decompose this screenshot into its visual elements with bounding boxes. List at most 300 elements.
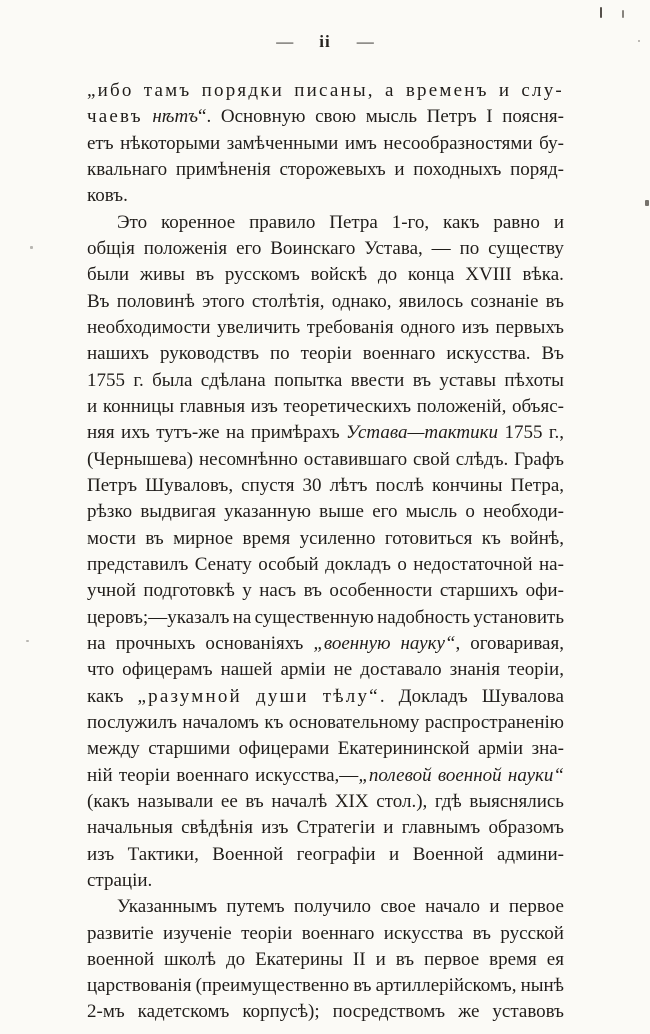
word — [242, 580, 252, 602]
letterspaced-fragment: порядки — [201, 80, 285, 101]
word — [307, 317, 394, 339]
word — [181, 817, 253, 839]
word — [302, 923, 375, 945]
text-fragment: въ — [145, 527, 164, 549]
text-fragment: I — [486, 106, 493, 128]
text-line — [87, 765, 564, 791]
text-fragment: въ — [195, 264, 215, 286]
word — [482, 686, 564, 708]
word — [400, 633, 460, 655]
text-fragment: Сенату — [194, 553, 252, 575]
word — [117, 212, 147, 234]
italic-fragment: науки“ — [507, 764, 564, 786]
word — [413, 159, 501, 181]
text-fragment: явилось — [398, 290, 464, 312]
word — [121, 422, 150, 444]
text-line — [87, 422, 564, 448]
word — [270, 343, 290, 365]
word — [297, 817, 375, 839]
text-fragment: корпусѣ); — [242, 1001, 320, 1023]
word — [255, 607, 374, 629]
word — [140, 264, 185, 286]
text-fragment: няя — [87, 422, 115, 444]
word — [87, 686, 123, 708]
text-fragment: Графъ — [514, 448, 564, 470]
word — [512, 396, 564, 418]
word — [554, 212, 564, 234]
word — [87, 475, 137, 497]
text-fragment: готовиться — [384, 527, 473, 549]
word — [245, 791, 263, 813]
text-fragment: арміи — [477, 738, 524, 760]
word — [510, 159, 564, 181]
text-fragment: въ — [303, 580, 322, 602]
word — [87, 133, 114, 155]
word — [360, 659, 441, 681]
word — [152, 106, 211, 128]
word — [196, 975, 350, 997]
word — [138, 1001, 230, 1023]
text-fragment: къ — [481, 527, 501, 549]
word — [122, 659, 212, 681]
word — [87, 659, 114, 681]
running-head — [0, 32, 650, 52]
text-line — [87, 501, 564, 527]
text-fragment: одного — [400, 316, 456, 338]
text-fragment: страціи. — [87, 869, 153, 891]
text-fragment: первое — [508, 896, 564, 918]
word — [176, 765, 249, 787]
word — [239, 738, 330, 760]
text-fragment: въ — [472, 922, 491, 944]
word — [87, 975, 192, 997]
word — [103, 396, 174, 418]
text-fragment: искусства — [383, 922, 464, 944]
text-fragment: Петръ — [87, 474, 138, 496]
word — [510, 528, 564, 550]
word — [264, 712, 283, 734]
text-line — [87, 870, 564, 896]
text-fragment: уставы — [439, 369, 497, 391]
text-fragment: изученіе — [163, 922, 232, 944]
word — [313, 633, 390, 655]
word — [521, 975, 564, 997]
word — [284, 396, 412, 418]
text-line — [87, 106, 564, 132]
text-fragment: началѣ — [271, 790, 328, 812]
word — [87, 422, 115, 444]
text-fragment: спустя — [241, 474, 295, 496]
word — [450, 659, 500, 681]
word — [241, 475, 294, 497]
word — [443, 212, 479, 234]
text-fragment: Екатерининской — [337, 738, 470, 760]
text-fragment: (преимущественно — [195, 975, 350, 997]
text-fragment: поясня- — [502, 106, 564, 128]
word — [140, 501, 216, 523]
text-fragment: главныя — [179, 395, 246, 417]
text-fragment: у — [242, 580, 252, 602]
word — [87, 580, 136, 602]
word — [144, 80, 192, 102]
scan-speck — [26, 640, 29, 642]
text-fragment: въ — [353, 975, 372, 997]
word — [376, 949, 386, 971]
word — [384, 923, 463, 945]
text-fragment: и — [375, 948, 386, 970]
text-fragment: царствованія — [87, 975, 192, 997]
text-fragment: нашей — [220, 659, 273, 681]
text-fragment: теоріи, — [508, 659, 564, 681]
word — [397, 554, 407, 576]
word — [523, 264, 564, 286]
letterspaced-fragment: чаевъ — [87, 106, 143, 128]
word — [541, 343, 564, 365]
word — [87, 185, 128, 207]
text-fragment: же — [458, 1001, 480, 1023]
word — [241, 923, 292, 945]
text-fragment: лѣтъ — [329, 474, 368, 496]
word — [504, 422, 542, 444]
text-fragment: время — [242, 527, 291, 549]
word — [383, 133, 532, 155]
text-fragment: конца — [407, 264, 455, 286]
word — [521, 80, 564, 102]
word — [294, 896, 371, 918]
text-fragment: Воинскаго — [270, 237, 356, 259]
text-fragment: нынѣ — [520, 975, 564, 997]
text-fragment: кончины — [431, 474, 503, 496]
word — [145, 475, 233, 497]
word — [504, 370, 564, 392]
word — [438, 765, 502, 787]
text-fragment: Указаннымъ — [117, 896, 218, 918]
text-fragment: XVIII — [465, 264, 512, 286]
text-fragment: на — [225, 422, 245, 444]
text-fragment: 1755 — [87, 369, 125, 391]
letterspaced-fragment: писаны, — [294, 80, 375, 101]
text-fragment: русской — [500, 922, 564, 944]
text-fragment: указанную — [224, 501, 311, 523]
text-fragment: . — [379, 685, 385, 707]
word — [509, 896, 564, 918]
word — [508, 659, 564, 681]
text-fragment: Шувалова — [481, 685, 564, 707]
word — [456, 449, 508, 471]
italic-fragment: „полевой — [358, 764, 432, 786]
word — [160, 343, 259, 365]
word — [242, 1001, 319, 1023]
text-line — [87, 317, 564, 343]
word — [87, 765, 113, 787]
text-fragment: особый — [258, 553, 319, 575]
text-fragment: необходимости — [87, 316, 211, 338]
text-fragment: нашихъ — [87, 343, 150, 365]
word — [473, 923, 491, 945]
text-fragment: и — [87, 395, 98, 417]
text-fragment: называли — [137, 790, 214, 812]
text-fragment: доставало — [360, 659, 442, 681]
text-fragment: этого — [202, 290, 245, 312]
word — [376, 975, 517, 997]
word — [202, 291, 245, 313]
word — [117, 291, 195, 313]
word — [176, 159, 271, 181]
text-fragment: общія — [87, 237, 135, 259]
text-fragment: знанія — [449, 659, 500, 681]
word — [394, 159, 404, 181]
word — [202, 80, 284, 102]
text-fragment: на- — [539, 553, 564, 575]
text-fragment: нѣкоторыми — [120, 132, 221, 154]
text-fragment: вѣка. — [522, 264, 564, 286]
word — [87, 844, 114, 866]
text-line — [87, 949, 564, 975]
text-fragment: правило — [249, 211, 316, 233]
text-fragment: до — [377, 264, 398, 286]
word — [470, 291, 538, 313]
word — [251, 422, 340, 444]
word — [87, 264, 129, 286]
text-fragment: до — [225, 948, 246, 970]
word — [300, 528, 376, 550]
scan-speck — [645, 200, 649, 206]
letterspaced-fragment: „ибо — [87, 80, 134, 101]
text-fragment: 30 — [302, 474, 322, 496]
text-fragment: свою — [315, 106, 357, 128]
word — [212, 844, 283, 866]
text-fragment: объяс- — [511, 395, 564, 417]
text-fragment: Петра, — [510, 474, 564, 496]
word — [87, 738, 140, 760]
word — [335, 791, 369, 813]
text-fragment: “. — [198, 106, 212, 128]
text-fragment: руководствъ — [159, 343, 260, 365]
word — [353, 949, 366, 971]
text-fragment: послѣ — [375, 474, 424, 496]
word — [201, 370, 266, 392]
text-fragment: изъ — [250, 395, 278, 417]
word — [460, 238, 480, 260]
text-fragment: представилъ — [87, 553, 189, 575]
text-fragment: главнымъ — [401, 817, 481, 839]
word — [259, 580, 296, 602]
text-fragment: кадетскомъ — [137, 1001, 230, 1023]
letterspaced-fragment: временъ — [405, 80, 489, 101]
text-fragment: Устава, — [364, 237, 423, 259]
text-fragment: и — [489, 896, 500, 918]
word — [413, 370, 431, 392]
word — [489, 896, 499, 918]
text-fragment: оговаривая, — [470, 632, 564, 654]
text-fragment: оставившаго — [303, 448, 408, 470]
text-fragment: военной — [87, 948, 155, 970]
text-line — [87, 475, 564, 501]
text-fragment: и — [383, 817, 394, 839]
word — [383, 817, 393, 839]
word — [500, 923, 564, 945]
text-fragment: Въ — [87, 290, 110, 312]
word — [465, 264, 511, 286]
text-fragment: началомъ — [182, 711, 259, 733]
text-line — [87, 238, 564, 264]
text-fragment: ихъ — [121, 422, 150, 444]
word — [251, 396, 278, 418]
text-fragment: II — [352, 948, 366, 970]
text-fragment: однако, — [331, 290, 392, 312]
word — [346, 422, 498, 444]
text-line — [87, 133, 564, 159]
word — [243, 528, 291, 550]
word — [164, 949, 216, 971]
text-fragment: развитіе — [87, 922, 154, 944]
word — [325, 554, 391, 576]
text-fragment: слѣдъ. — [455, 448, 509, 470]
text-fragment: рѣзко — [87, 501, 133, 523]
text-fragment: арміи — [280, 659, 326, 681]
word — [446, 343, 530, 365]
word — [425, 712, 564, 734]
text-fragment: живы — [139, 264, 185, 286]
word — [376, 791, 427, 813]
text-line — [87, 791, 564, 817]
text-fragment: недостаточной — [413, 553, 533, 575]
word — [492, 1001, 564, 1023]
word — [119, 765, 170, 787]
text-fragment: въ — [245, 790, 264, 812]
letterspaced-fragment: тамъ — [143, 80, 192, 101]
word — [332, 291, 392, 313]
word — [217, 317, 300, 339]
text-line — [87, 1001, 564, 1027]
word — [261, 817, 288, 839]
word — [333, 1001, 446, 1023]
text-fragment: насъ — [259, 580, 297, 602]
text-fragment: учной — [87, 580, 136, 602]
text-fragment: ковъ. — [87, 185, 128, 207]
text-fragment: первое — [424, 948, 480, 970]
word — [87, 554, 188, 576]
word — [399, 686, 468, 708]
text-fragment: путемъ — [226, 896, 285, 918]
text-fragment: столѣтія, — [251, 290, 325, 312]
word — [196, 264, 214, 286]
word — [406, 501, 457, 523]
word — [465, 501, 475, 523]
text-line — [87, 607, 564, 633]
word — [363, 343, 436, 365]
text-fragment: положенія — [143, 237, 228, 259]
header-right-dash: — — [356, 32, 374, 51]
text-fragment: г., — [548, 422, 564, 444]
text-fragment: 2-мъ — [87, 1001, 125, 1023]
word — [226, 949, 245, 971]
word — [145, 528, 163, 550]
text-fragment: искусства,— — [255, 764, 359, 786]
text-fragment: несообразностями — [383, 132, 533, 154]
text-line — [87, 396, 564, 422]
text-fragment: и — [553, 211, 564, 233]
word — [221, 659, 273, 681]
word — [440, 580, 518, 602]
word — [330, 475, 368, 497]
text-fragment: географіи — [296, 843, 376, 865]
word — [526, 580, 564, 602]
word — [488, 817, 563, 839]
text-line — [87, 449, 564, 475]
text-fragment: свѣдѣнія — [181, 817, 253, 839]
text-fragment: поряд- — [510, 158, 564, 180]
italic-fragment: „военную — [313, 632, 391, 654]
header-left-dash: — — [276, 32, 294, 51]
word — [376, 475, 424, 497]
word — [496, 317, 564, 339]
text-line — [87, 528, 564, 554]
word — [221, 791, 238, 813]
word — [493, 212, 540, 234]
word — [432, 475, 503, 497]
word — [163, 923, 232, 945]
word — [87, 923, 154, 945]
word — [402, 817, 481, 839]
word — [87, 817, 173, 839]
text-fragment: свой — [413, 448, 450, 470]
text-fragment: получило — [293, 896, 372, 918]
text-fragment: Петръ — [426, 106, 477, 128]
text-fragment: мирное — [173, 527, 234, 549]
word — [236, 238, 261, 260]
word — [137, 791, 213, 813]
word — [366, 106, 417, 128]
text-line — [87, 291, 564, 317]
word — [252, 291, 325, 313]
word — [304, 580, 322, 602]
word — [532, 738, 564, 760]
word — [87, 396, 97, 418]
word — [329, 580, 432, 602]
text-line — [87, 633, 564, 659]
text-fragment: существенную — [254, 606, 374, 628]
text-fragment: артиллерійскомъ, — [375, 975, 517, 997]
text-line — [87, 264, 564, 290]
text-fragment: старшихъ — [439, 580, 519, 602]
word — [161, 212, 235, 234]
word — [289, 712, 419, 734]
text-fragment: походныхъ — [413, 158, 502, 180]
word — [319, 501, 364, 523]
text-fragment: Екатерины — [255, 948, 343, 970]
text-fragment: гдѣ — [434, 790, 462, 812]
word — [87, 343, 149, 365]
word — [226, 896, 284, 918]
text-line — [87, 923, 564, 949]
word — [87, 449, 193, 471]
text-fragment: въ — [412, 369, 432, 391]
text-fragment: необходи- — [483, 501, 564, 523]
text-fragment: основательному — [288, 711, 420, 733]
word — [473, 607, 564, 629]
scan-speck — [30, 246, 33, 249]
word — [249, 212, 315, 234]
text-fragment: офицерамъ — [122, 659, 213, 681]
word — [439, 370, 496, 392]
word — [138, 686, 242, 708]
word — [489, 949, 537, 971]
scan-speck — [638, 40, 640, 42]
text-fragment: етъ — [87, 132, 114, 154]
word — [256, 686, 309, 708]
word — [303, 475, 322, 497]
